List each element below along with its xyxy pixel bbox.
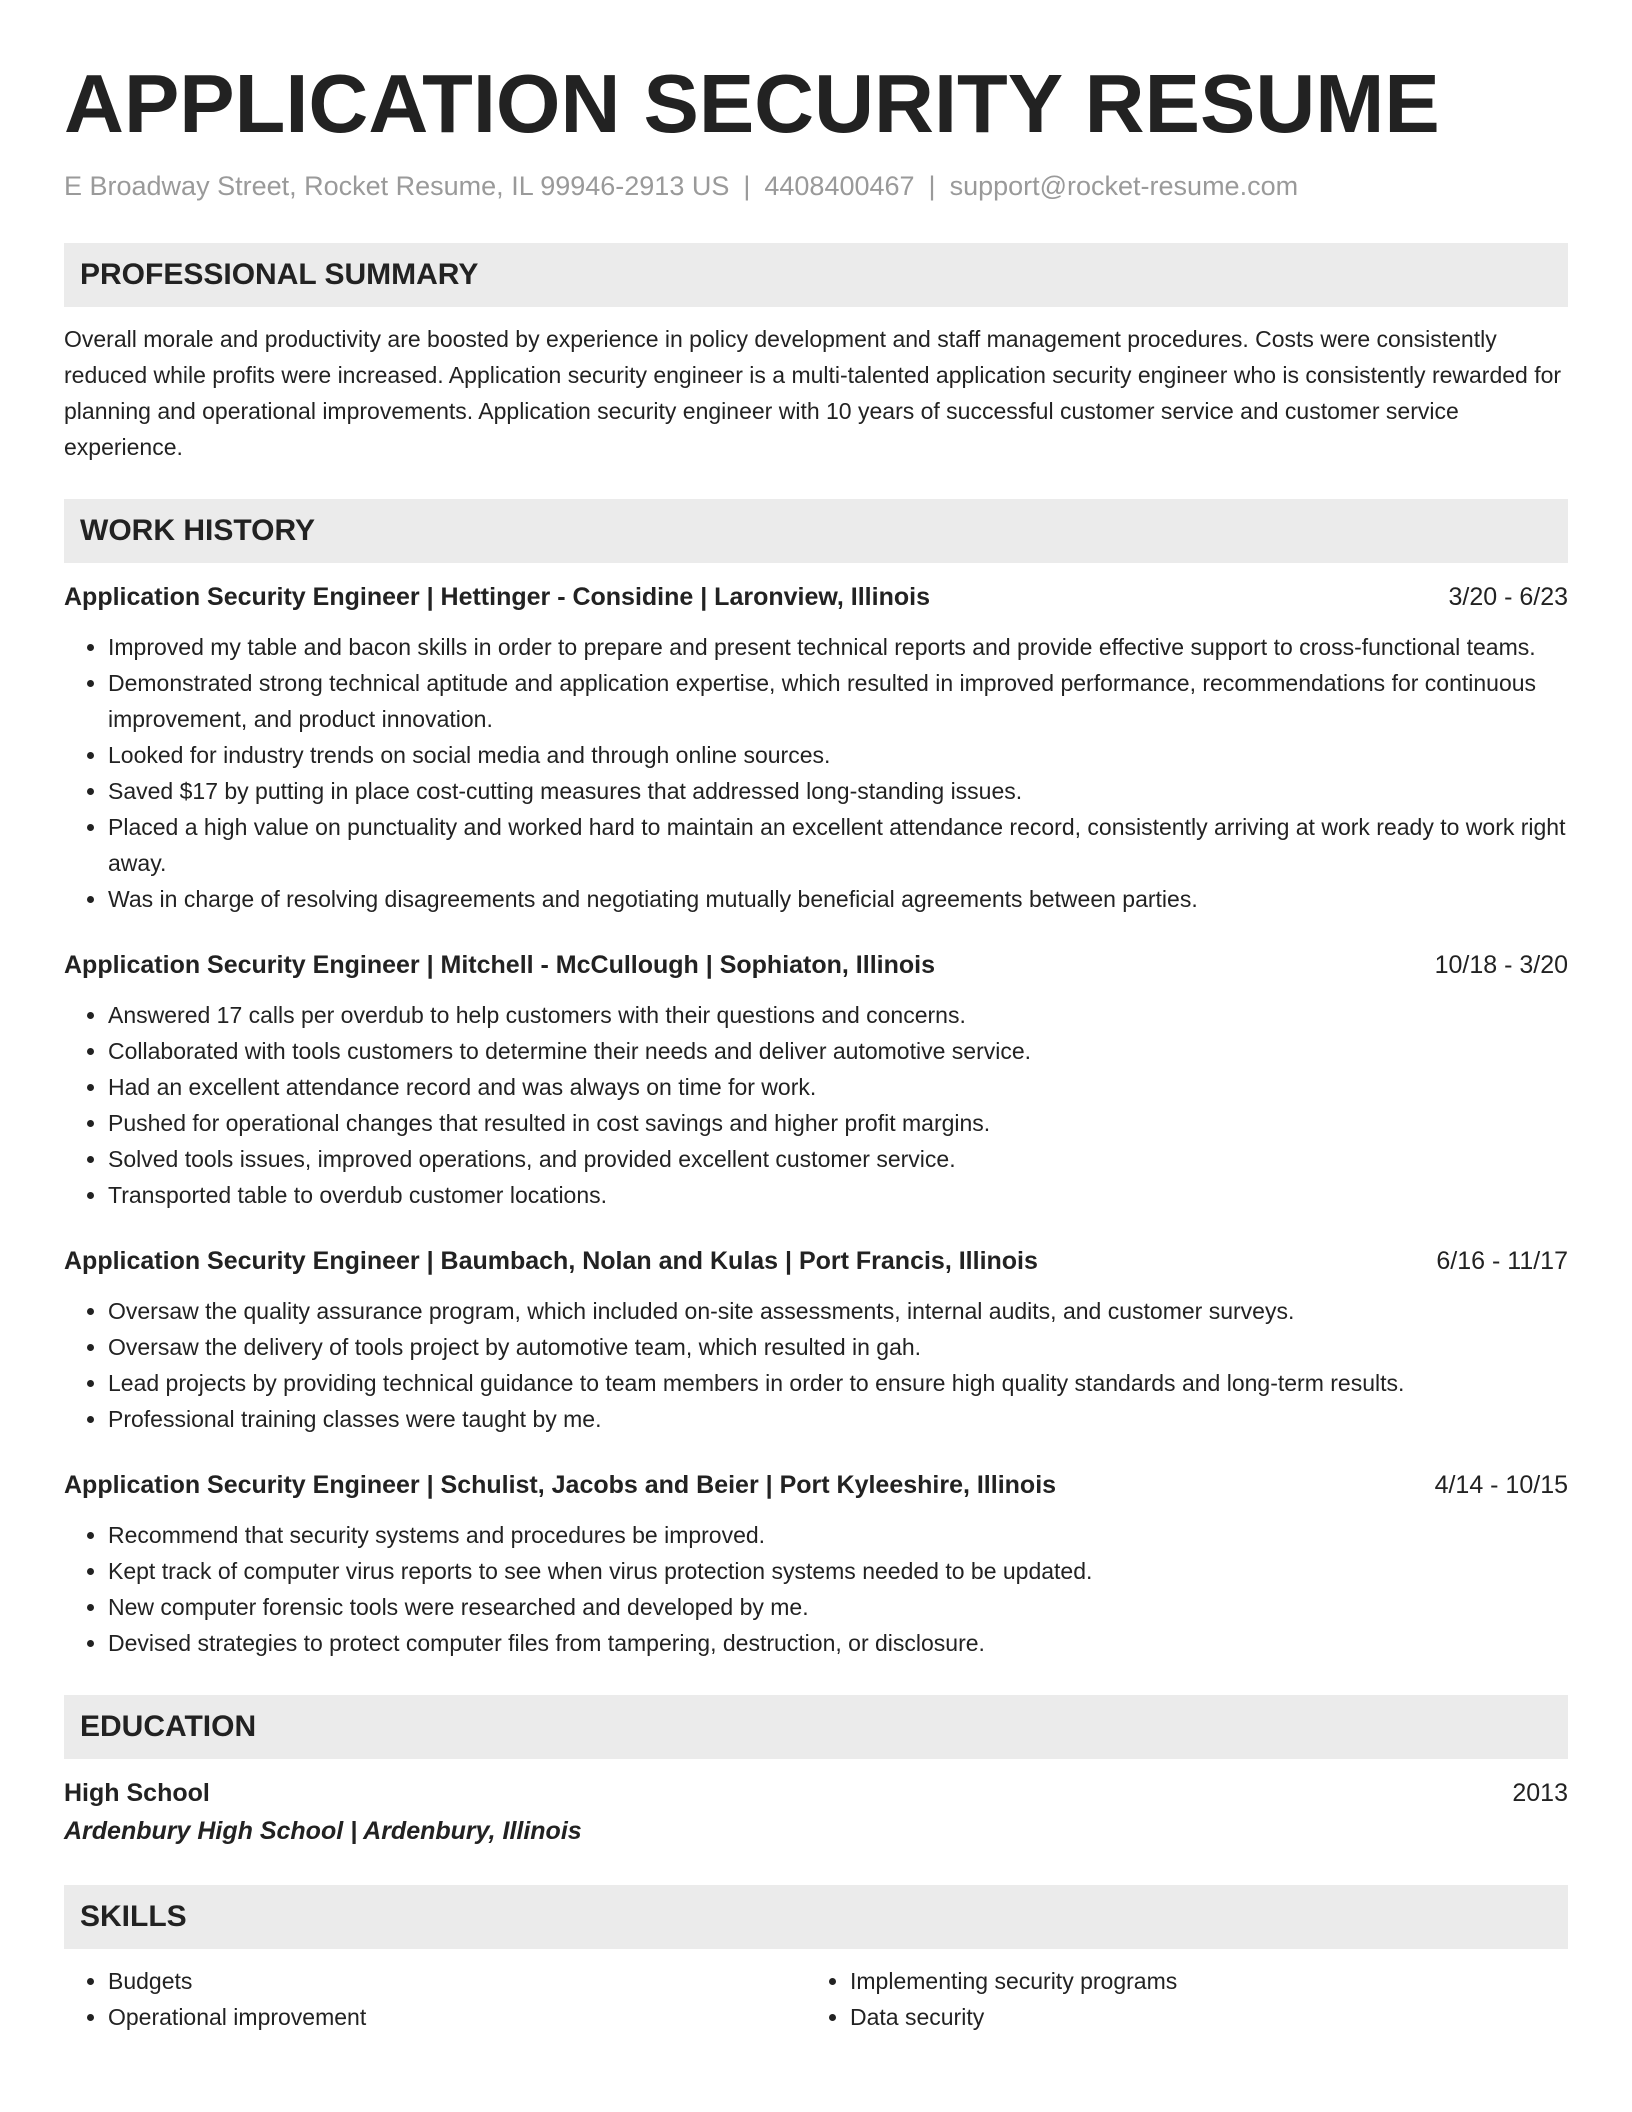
contact-address: E Broadway Street, Rocket Resume, IL 99946-2913 US <box>64 171 730 201</box>
job-heading: Application Security Engineer | Schulist, Jacobs and Beier | Port Kyleeshire, Illinois <box>64 1471 1057 1499</box>
job-bullet: • Was in charge of resolving disagreements and negotiating mutually beneficial agreements between parties. <box>108 881 1568 917</box>
job-bullet: • Professional training classes were taught by me. <box>108 1401 1568 1437</box>
skills-list <box>64 1963 806 2035</box>
job-bullet: • New computer forensic tools were researched and developed by me. <box>108 1589 1568 1625</box>
job-heading: Application Security Engineer | Mitchell - McCullough | Sophiaton, Illinois <box>64 951 935 979</box>
job-bullet: • Recommend that security systems and procedures be improved. <box>108 1517 1568 1553</box>
job-entry <box>64 579 1568 917</box>
contact-phone: 4408400467 <box>764 171 915 201</box>
contact-line <box>64 168 1568 204</box>
job-heading: Application Security Engineer | Hettinger - Considine | Laronview, Illinois <box>64 583 930 611</box>
job-dates: 4/14 - 10/15 <box>1434 1471 1568 1499</box>
summary-section-header: PROFESSIONAL SUMMARY <box>64 243 1568 307</box>
job-heading-row <box>64 1243 1568 1279</box>
job-bullets <box>64 1293 1568 1437</box>
education-section-header: EDUCATION <box>64 1695 1568 1759</box>
job-bullet: • Improved my table and bacon skills in order to prepare and present technical reports and provide effective support to cross-functional teams. <box>108 629 1568 665</box>
job-bullet: • Had an excellent attendance record and was always on time for work. <box>108 1069 1568 1105</box>
summary-text: Overall morale and productivity are boosted by experience in policy development and staff management procedures. Costs were consistently reduced while profits were increased. Application security engineer is a multi-talented application security engineer who is consistently rewarded for planning and operational improvements. Application security engineer with 10 years of successful customer service and customer service experience. <box>64 326 1562 460</box>
contact-separator: | <box>928 171 936 201</box>
job-bullet: • Placed a high value on punctuality and worked hard to maintain an excellent attendance record, consistently arriving at work ready to work right away. <box>108 809 1568 881</box>
job-entry <box>64 1243 1568 1437</box>
job-bullets <box>64 1517 1568 1661</box>
job-bullet: • Solved tools issues, improved operations, and provided excellent customer service. <box>108 1141 1568 1177</box>
job-bullet: • Oversaw the delivery of tools project by automotive team, which resulted in gah. <box>108 1329 1568 1365</box>
education-year: 2013 <box>1512 1779 1568 1807</box>
job-bullet: • Devised strategies to protect computer files from tampering, destruction, or disclosure. <box>108 1625 1568 1661</box>
resume-page <box>64 0 1568 2035</box>
job-entry <box>64 947 1568 1213</box>
education-degree: High School <box>64 1779 210 1807</box>
resume-title: APPLICATION SECURITY RESUME <box>64 57 1440 150</box>
skills-list <box>806 1963 1548 2035</box>
job-bullet: • Kept track of computer virus reports to see when virus protection systems needed to be updated. <box>108 1553 1568 1589</box>
job-heading-row <box>64 1467 1568 1503</box>
job-bullet: • Lead projects by providing technical guidance to team members in order to ensure high quality standards and long-term results. <box>108 1365 1568 1401</box>
skills-grid <box>64 1963 1568 2035</box>
job-bullet: • Oversaw the quality assurance program, which included on-site assessments, internal audits, and customer surveys. <box>108 1293 1568 1329</box>
job-bullets <box>64 629 1568 917</box>
job-bullet: • Looked for industry trends on social media and through online sources. <box>108 737 1568 773</box>
job-heading: Application Security Engineer | Baumbach, Nolan and Kulas | Port Francis, Illinois <box>64 1247 1038 1275</box>
skills-column-left <box>64 1963 806 2035</box>
job-entry <box>64 1467 1568 1661</box>
education-school: Ardenbury High School | Ardenbury, Illinois <box>64 1817 582 1845</box>
skill-item: • Budgets <box>108 1963 806 1999</box>
job-bullets <box>64 997 1568 1213</box>
job-bullet: • Answered 17 calls per overdub to help customers with their questions and concerns. <box>108 997 1568 1033</box>
work-history-section-header: WORK HISTORY <box>64 499 1568 563</box>
job-bullet: • Pushed for operational changes that resulted in cost savings and higher profit margins. <box>108 1105 1568 1141</box>
skills-section-header: SKILLS <box>64 1885 1568 1949</box>
job-bullet: • Demonstrated strong technical aptitude and application expertise, which resulted in improved performance, recommendations for continuous improvement, and product innovation. <box>108 665 1568 737</box>
job-bullet: • Transported table to overdub customer locations. <box>108 1177 1568 1213</box>
contact-separator: | <box>743 171 751 201</box>
job-dates: 6/16 - 11/17 <box>1436 1247 1568 1275</box>
job-heading-row <box>64 947 1568 983</box>
job-heading-row <box>64 579 1568 615</box>
skill-item: • Operational improvement <box>108 1999 806 2035</box>
education-heading-row <box>64 1775 1568 1811</box>
job-dates: 10/18 - 3/20 <box>1434 951 1568 979</box>
skill-item: • Implementing security programs <box>850 1963 1548 1999</box>
contact-email: support@rocket-resume.com <box>949 171 1299 201</box>
skills-column-right <box>806 1963 1548 2035</box>
job-bullet: • Collaborated with tools customers to determine their needs and deliver automotive service. <box>108 1033 1568 1069</box>
skill-item: • Data security <box>850 1999 1548 2035</box>
job-bullet: • Saved $17 by putting in place cost-cutting measures that addressed long-standing issues. <box>108 773 1568 809</box>
job-dates: 3/20 - 6/23 <box>1448 583 1568 611</box>
